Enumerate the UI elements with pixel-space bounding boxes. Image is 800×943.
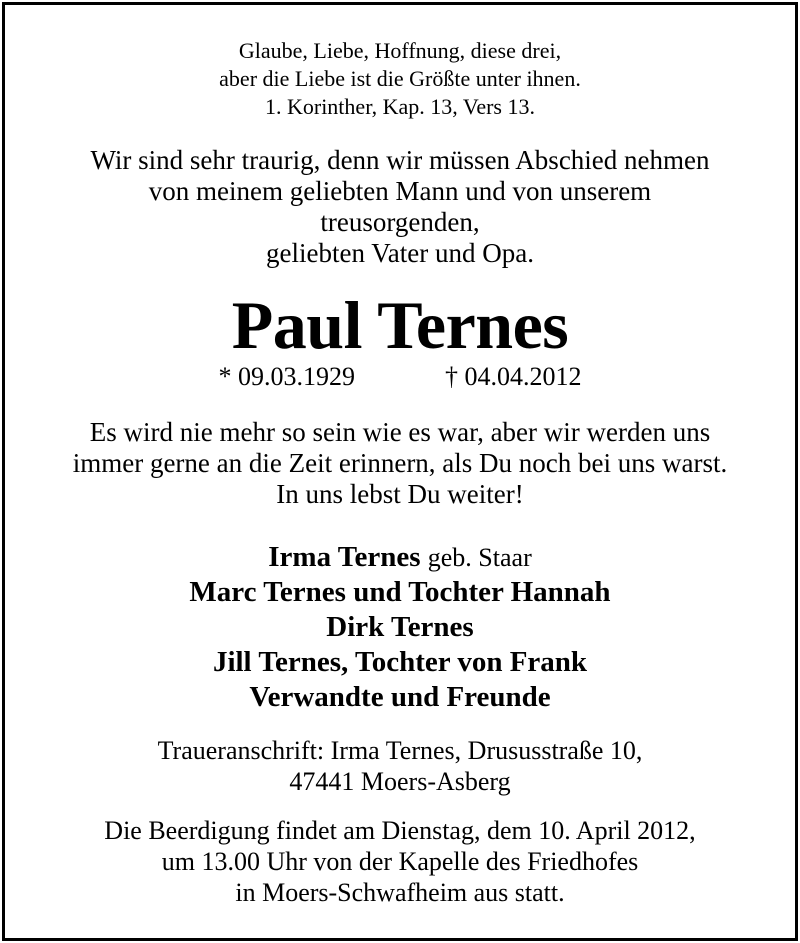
- birth-date: * 09.03.1929: [218, 362, 355, 391]
- mourner-relatives: Verwandte und Freunde: [249, 681, 551, 713]
- funeral-line: um 13.00 Uhr von der Kapelle des Friedhofes: [161, 847, 639, 876]
- life-dates: [5, 361, 795, 393]
- memory-line: In uns lebst Du weiter!: [276, 479, 524, 509]
- memory-line: immer gerne an die Zeit erinnern, als Du noch bei uns warst.: [72, 448, 728, 478]
- intro-text: [5, 145, 795, 269]
- address-line: Traueranschrift: Irma Ternes, Drususstraße 10,: [157, 736, 643, 765]
- obituary-frame: [2, 2, 798, 941]
- death-date: † 04.04.2012: [445, 362, 582, 391]
- funeral-line: Die Beerdigung findet am Dienstag, dem 10. April 2012,: [104, 816, 696, 845]
- funeral-line: in Moers-Schwafheim aus statt.: [235, 878, 565, 907]
- deceased-name: Paul Ternes: [231, 287, 569, 363]
- memory-line: Es wird nie mehr so sein wie es war, aber wir werden uns: [89, 417, 711, 447]
- intro-line: treusorgenden,: [320, 207, 480, 237]
- funeral-info: [5, 815, 795, 908]
- intro-line: geliebten Vater und Opa.: [266, 238, 534, 268]
- mourner-dirk: Dirk Ternes: [326, 611, 474, 643]
- mourners-list: [5, 540, 795, 715]
- mourner-marc: Marc Ternes und Tochter Hannah: [189, 576, 611, 608]
- verse-line: Glaube, Liebe, Hoffnung, diese drei,: [238, 38, 562, 63]
- bible-verse: [5, 37, 795, 121]
- mourner-irma: [5, 540, 795, 575]
- mourner-name: Irma Ternes: [268, 541, 421, 573]
- intro-line: von meinem geliebten Mann und von unserem: [148, 176, 652, 206]
- verse-line: aber die Liebe ist die Größte unter ihnen.: [219, 66, 581, 91]
- mourner-jill: Jill Ternes, Tochter von Frank: [212, 646, 588, 678]
- address-line: 47441 Moers-Asberg: [289, 767, 511, 796]
- mourning-address: [5, 735, 795, 797]
- obituary-content: [5, 37, 795, 908]
- intro-line: Wir sind sehr traurig, denn wir müssen Abschied nehmen: [90, 145, 710, 175]
- verse-reference: 1. Korinther, Kap. 13, Vers 13.: [264, 94, 535, 119]
- maiden-name: geb. Staar: [427, 543, 532, 572]
- memory-text: [5, 417, 795, 510]
